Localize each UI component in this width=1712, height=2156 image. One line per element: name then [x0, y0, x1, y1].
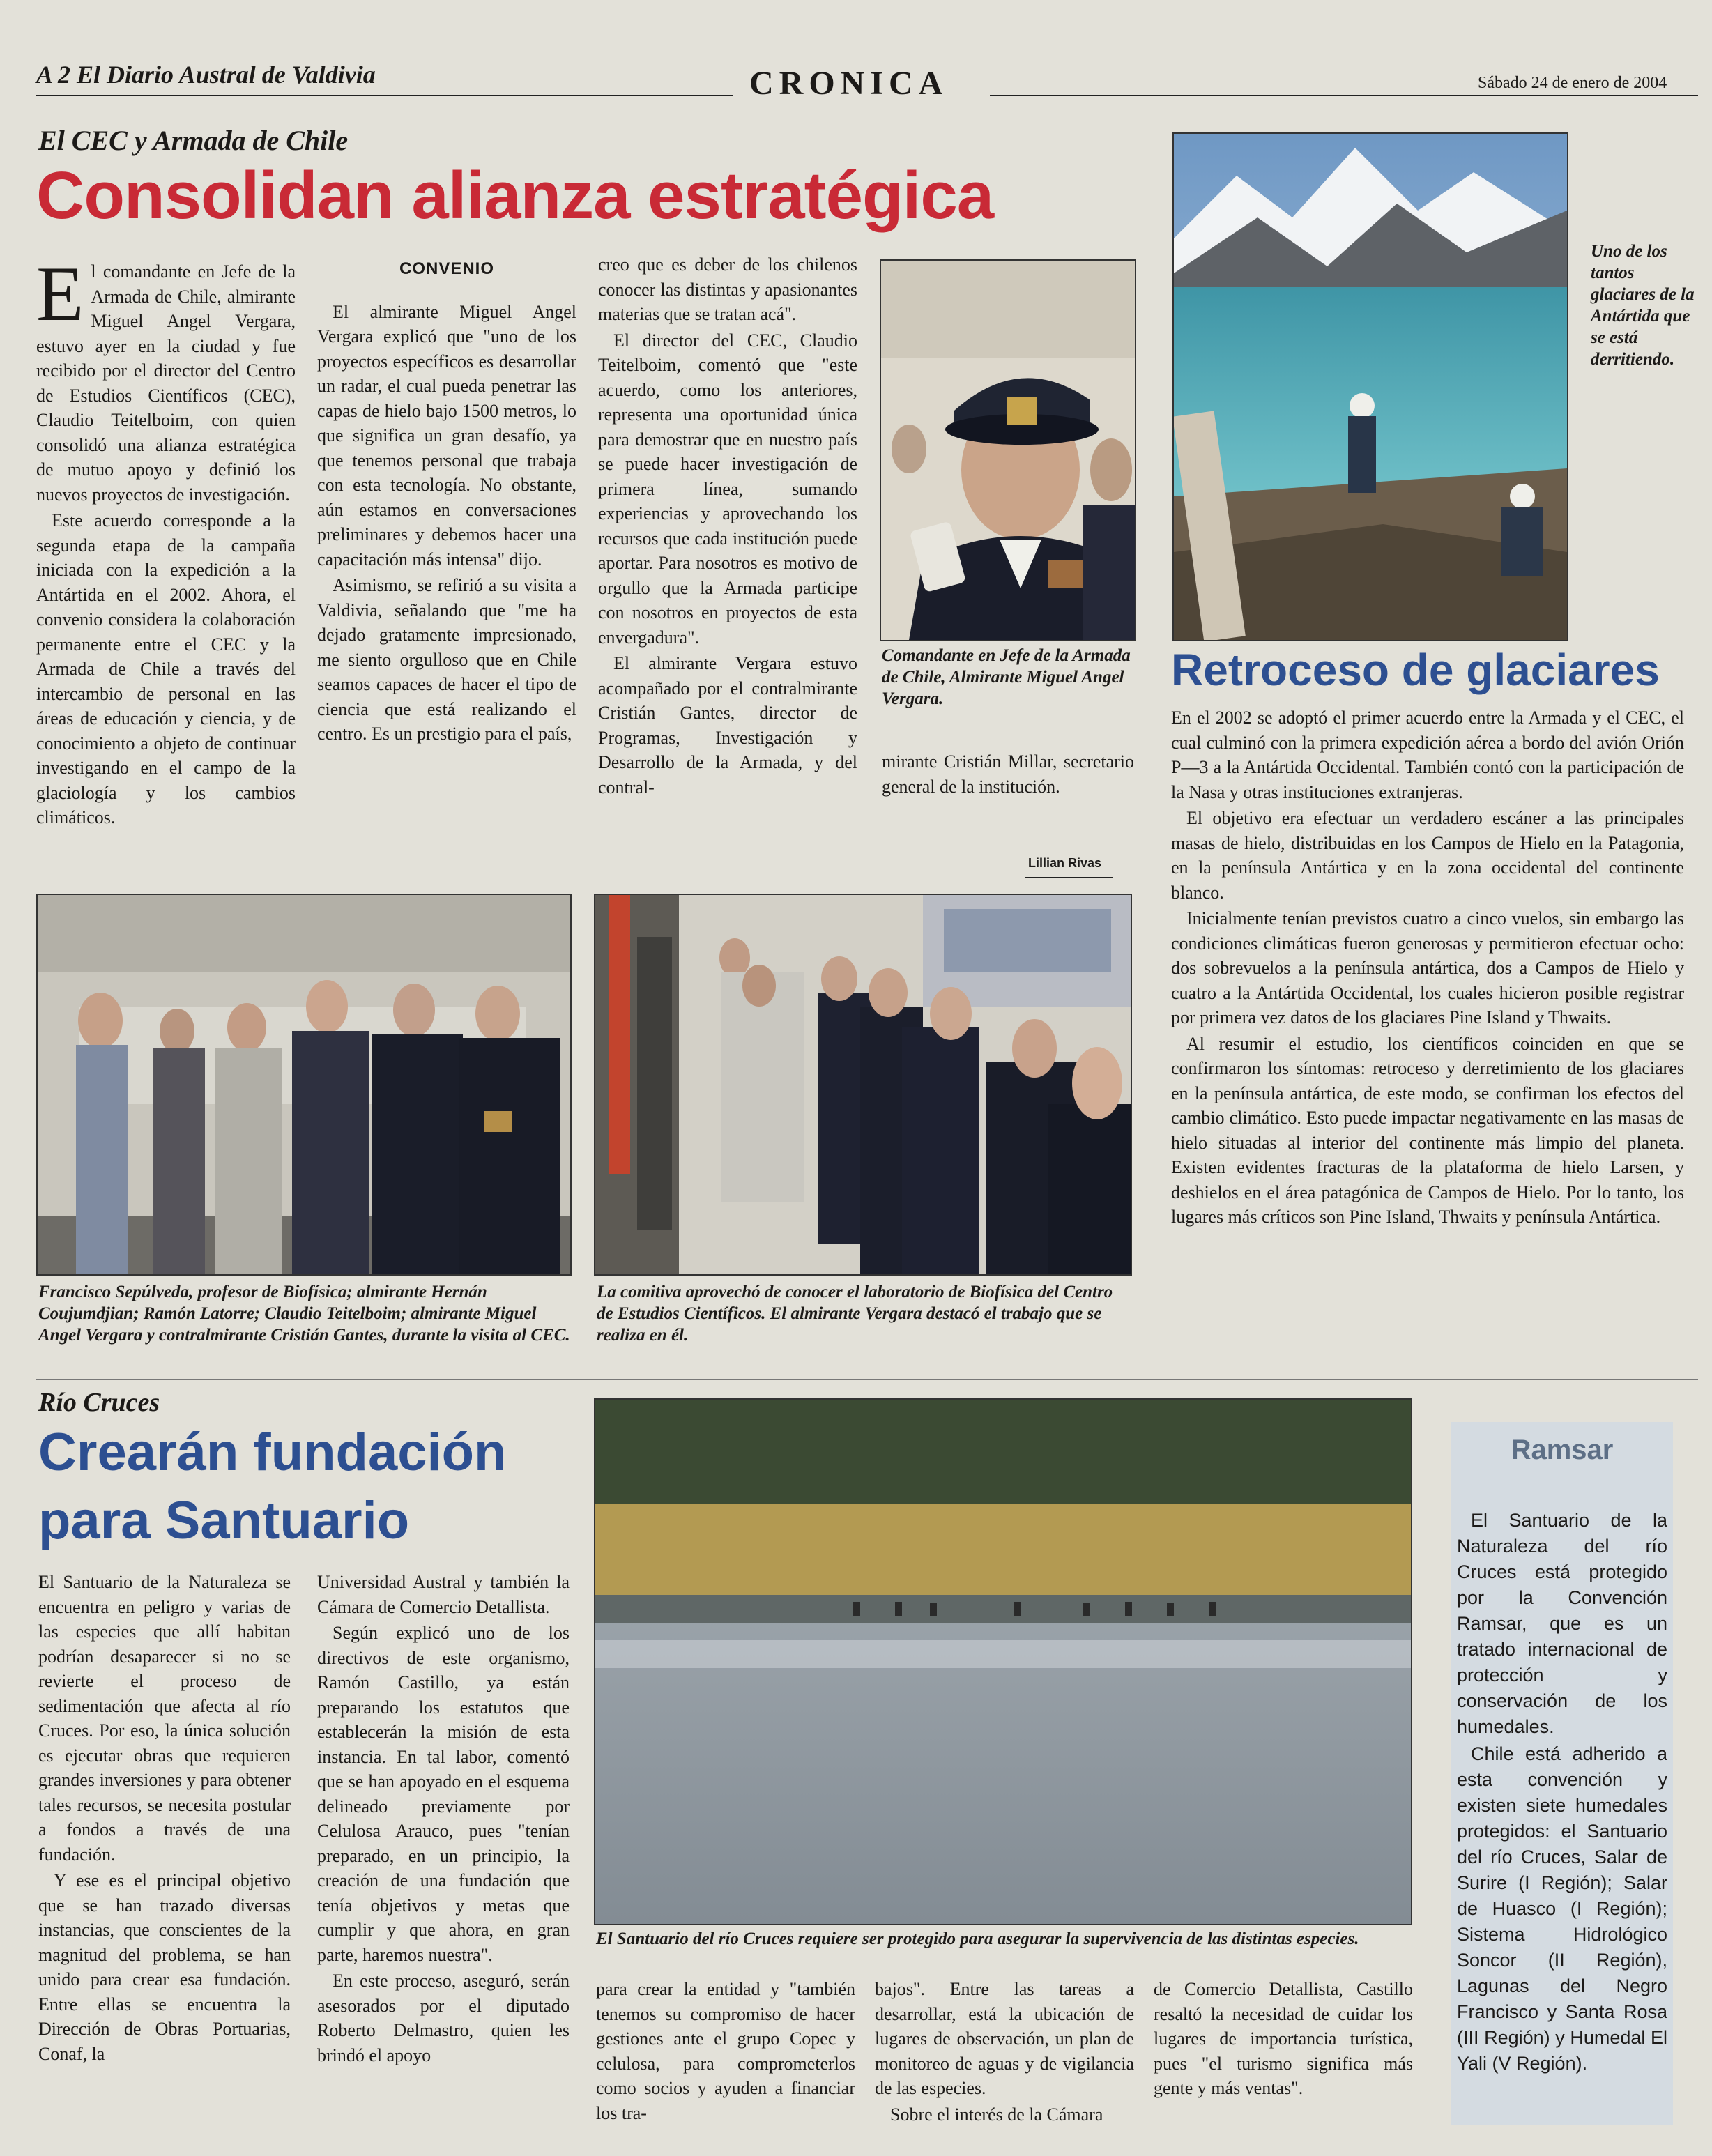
article1-dropcap: E	[36, 251, 84, 337]
article1-paragraph: El almirante Miguel Angel Vergara explicó que "uno de los proyectos específicos es desarrollar un radar, el cual pueda penetrar las capas de hielo bajo 1500 metros, lo que significa un gran desafío, ya que tenemos personal que trabaja con esta tecnología. No obstante, aún estamos en conversaciones preliminares y debemos hacer una capacitación más intensa" dijo.	[317, 301, 576, 569]
biophysics-lab-caption: La comitiva aprovechó de conocer el laboratorio de Biofísica del Centro de Estudios Científicos. El almirante Vergara destacó el trabajo que se realiza en él.	[597, 1283, 1113, 1345]
article3-headline-line1: Crearán fundación	[38, 1423, 507, 1482]
article1-kicker: El CEC y Armada de Chile	[38, 125, 349, 156]
article1-headline: Consolidan alianza estratégica	[36, 158, 994, 233]
article2-paragraph: En el 2002 se adoptó el primer acuerdo entre la Armada y el CEC, el cual culminó con la primera expedición aérea a bordo del avión Orión P—3 a la Antártida Occidental. También contó con la participación de la Nasa y otras instituciones extranjeras.	[1171, 708, 1684, 802]
article3-column-4	[875, 1977, 1134, 2127]
article3-paragraph: bajos". Entre las tareas a desarrollar, está la ubicación de lugares de observación, un plan de monitoreo de aguas y de vigilancia de las especies.	[875, 1979, 1134, 2098]
antarctic-glacier-photo	[1172, 132, 1568, 641]
cec-visit-caption: Francisco Sepúlveda, profesor de Biofísica; almirante Hernán Coujumdjian; Ramón Latorre; Claudio Teitelboim; almirante Miguel Angel Vergara y contralmirante Cristián Gantes, durante la visita al CEC.	[38, 1283, 570, 1345]
article3-headline-line2: para Santuario	[38, 1491, 410, 1550]
article3-paragraph: Según explicó uno de los directivos de este organismo, Ramón Castillo, ya están preparando los estatutos que establecerán la misión de esta instancia. En tal labor, comentó que se han apoyado en el esquema delineado previamente por Celulosa Arauco, pues "tenían preparado, en un principio, la creación de una fundación que tenía objetivos y metas que cumplir y que ahora, en gran parte, haremos nuestra".	[317, 1623, 570, 1965]
article1-subhead: CONVENIO	[399, 259, 494, 278]
article1-column-1	[36, 251, 296, 830]
article1-paragraph: Este acuerdo corresponde a la segunda etapa de la campaña iniciada con la expedición a la Antártida en el 2002. Ahora, el convenio considera la colaboración permanente entre el CEC y la Armada de Chile a través del intercambio de personal en las áreas de educación y ciencia, y de conocimiento a objeto de continuar investigando en el campo de la glaciología y los cambios climáticos.	[36, 510, 296, 827]
article1-column-4	[882, 749, 1134, 799]
article1-paragraph: El director del CEC, Claudio Teitelboim, comentó que "este acuerdo, como los anteriores, representa una oportunidad única para demostrar que en nuestro país se puede hacer investigación de primera línea, sumando experiencias y aprovechando los recursos que cada institución puede aportar. Para nosotros es motivo de orgullo que la Armada participe con nosotros en proyectos de esta envergadura".	[598, 330, 857, 648]
article3-paragraph: Sobre el interés de la Cámara	[890, 2104, 1103, 2125]
article3-column-2	[317, 1570, 570, 2067]
article1-column-3	[598, 252, 857, 800]
article3-paragraph: En este proceso, aseguró, serán asesorados por el diputado Roberto Delmastro, quien les brindó el apoyo	[317, 1971, 570, 2065]
article2-paragraph: Inicialmente tenían previstos cuatro a cinco vuelos, sin embargo las condiciones climáticas fueron generosas y permitieron efectuar ocho: dos sobrevuelos a la península antártica, dos a Campos de Hielo y cuatro a la Antártida Occidental, los cuales hicieron posible registrar por primera vez datos de los glaciares Pine Island y Thwaits.	[1171, 908, 1684, 1027]
article2-headline: Retroceso de glaciares	[1171, 645, 1660, 695]
issue-date: Sábado 24 de enero de 2004	[1478, 74, 1667, 92]
byline-rule	[1025, 877, 1113, 878]
article2-paragraph: El objetivo era efectuar un verdadero escáner a las principales masas de hielo, distribuidas en los Campos de Hielo en la Patagonia, en la península Antártica y en la zona occidental del continente blanco.	[1171, 808, 1684, 903]
article3-column-3	[596, 1977, 855, 2125]
article2-body	[1171, 705, 1684, 1230]
antarctic-glacier-caption: Uno de los tantos glaciares de la Antártida que se está derritiendo.	[1591, 242, 1695, 369]
header-rule-right	[990, 95, 1698, 96]
article3-paragraph: de Comercio Detallista, Castillo resaltó la necesidad de cuidar los lugares de importancia turística, pues "el turismo significa más gente y más ventas".	[1154, 1979, 1413, 2098]
article3-paragraph: Y ese es el principal objetivo que se han trazado diversas instancias, que conscientes de la magnitud del problema, se han unido para crear esa fundación. Entre ellas se encuentra la Dirección de Obras Portuarias, Conaf, la	[38, 1870, 291, 2064]
ramsar-sidebar-body	[1457, 1508, 1667, 2077]
ramsar-paragraph: Chile está adherido a esta convención y existen siete humedales protegidos: el Santuario del río Cruces, Salar de Surire (I Región); Salar de Huasco (I Región); Sistema Hidrológico Soncor (II Región), Lagunas del Negro Francisco y Santa Rosa (III Región) y Humedal El Yali (V Región).	[1457, 1743, 1667, 2074]
ramsar-sidebar	[1451, 1422, 1673, 2125]
article3-column-5	[1154, 1977, 1413, 2101]
article3-column-1	[38, 1570, 291, 2066]
section-name: CRONICA	[749, 65, 949, 102]
admiral-portrait-photo	[880, 259, 1136, 641]
ramsar-paragraph: El Santuario de la Naturaleza del río Cruces está protegido por la Convención Ramsar, que es un tratado internacional de protección y conservación de los humedales.	[1457, 1510, 1667, 1737]
article3-paragraph: para crear la entidad y "también tenemos su compromiso de hacer gestiones ante el grupo Copec y celulosa, para comprometerlos como socios y ayuden a financiar los tra-	[596, 1979, 855, 2123]
article3-kicker: Río Cruces	[38, 1388, 160, 1417]
article1-paragraph: El almirante Vergara estuvo acompañado por el contralmirante Cristián Gantes, director de Programas, Investigación y Desarrollo de la Armada, y del contral-	[598, 653, 857, 797]
admiral-portrait-caption: Comandante en Jefe de la Armada de Chile, Almirante Miguel Angel Vergara.	[882, 646, 1131, 708]
article1-paragraph: creo que es deber de los chilenos conocer las distintas y apasionantes materias que se tratan acá".	[598, 254, 857, 324]
article1-byline: Lillian Rivas	[1028, 856, 1102, 870]
cec-visit-group-photo	[36, 894, 572, 1276]
article1-column-2	[317, 252, 576, 747]
biophysics-lab-photo	[594, 894, 1132, 1276]
story-divider	[36, 1379, 1698, 1380]
article3-paragraph: Universidad Austral y también la Cámara de Comercio Detallista.	[317, 1572, 570, 1617]
article1-paragraph: mirante Cristián Millar, secretario general de la institución.	[882, 751, 1134, 797]
article2-paragraph: Al resumir el estudio, los científicos coinciden en que se confirmaron los síntomas: retroceso y derretimiento de los glaciares en la península antártica, de este modo, se confirman los efectos del cambio climático. Esto puede impactar negativamente en las masas de hielo situadas al interior del continente más limpio del planeta. Existen evidentes fracturas de la plataforma de hielo Larsen, y deshielos en el área patagónica de Campos de Hielo. Por lo tanto, los lugares más críticos son Pine Island, Thwaits y península Antártica.	[1171, 1033, 1684, 1227]
article1-paragraph: l comandante en Jefe de la Armada de Chile, almirante Miguel Angel Vergara, estuvo ayer en la ciudad y fue recibido por el director del Centro de Estudios Científicos (CEC), Claudio Teitelboim, con quien consolidó una alianza estratégica de mutuo apoyo y definió los nuevos proyectos de investigación.	[36, 261, 296, 505]
rio-cruces-photo-caption: El Santuario del río Cruces requiere ser protegido para asegurar la supervivencia de las distintas especies.	[596, 1929, 1359, 1948]
page-folio: A 2 El Diario Austral de Valdivia	[36, 61, 376, 89]
header-rule-left	[36, 95, 733, 96]
rio-cruces-sanctuary-photo	[594, 1398, 1412, 1925]
article1-paragraph: Asimismo, se refirió a su visita a Valdivia, señalando que "me ha dejado gratamente impresionado, me siento orgulloso que en Chile seamos capaces de hacer el tipo de ciencia que está realizando el centro. Es un prestigio para el país,	[317, 575, 576, 744]
article3-paragraph: El Santuario de la Naturaleza se encuentra en peligro y varias de las especies que allí habitan podrían desaparecer si no se revierte el proceso de sedimentación que afecta al río Cruces. Por eso, la única solución es ejecutar obras que requieren grandes inversiones y para obtener tales recursos, se necesita postular a fondos a través de una fundación.	[38, 1572, 291, 1865]
ramsar-sidebar-title: Ramsar	[1511, 1435, 1614, 1465]
